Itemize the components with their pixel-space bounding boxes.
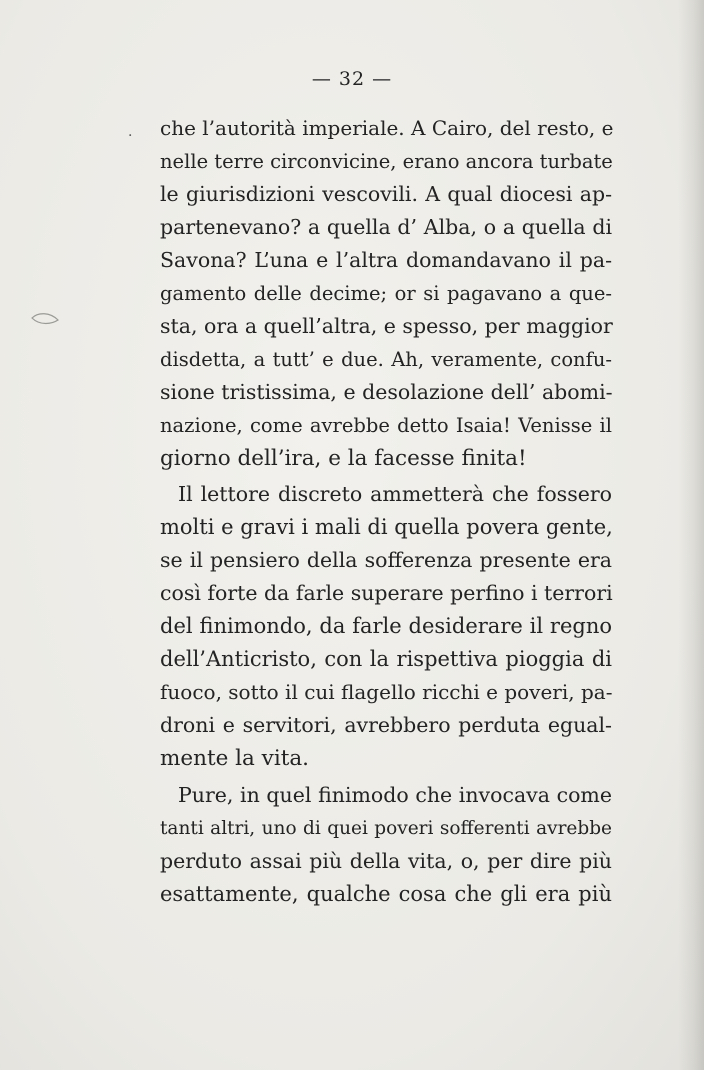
text-line: Il lettore discreto ammetterà che fossero [178,482,612,506]
text-line: che l’autorità imperiale. A Cairo, del resto, e [160,116,614,140]
text-line: dell’Anticristo, con la rispettiva pioggia di [160,647,612,671]
page-edge-shadow [678,0,704,1070]
text-line: Savona? L’una e l’altra domandavano il pa- [160,248,612,272]
text-line: mente la vita. [160,746,309,771]
text-line: partenevano? a quella d’ Alba, o a quella di [160,215,612,239]
text-line: nelle terre circonvicine, erano ancora turbate [160,150,613,173]
text-line: esattamente, qualche cosa che gli era più [160,882,612,906]
text-line: sta, ora a quell’altra, e spesso, per maggior [160,314,613,338]
text-line: giorno dell’ira, e la facesse finita! [160,446,527,471]
text-line: le giurisdizioni vescovili. A qual diocesi ap- [160,182,612,206]
text-line: del finimondo, da farle desiderare il regno [160,614,612,638]
text-line: nazione, come avrebbe detto Isaia! Venisse il [160,414,612,437]
text-line: molti e gravi i mali di quella povera gente, [160,515,613,539]
text-line: disdetta, a tutt’ e due. Ah, veramente, confu- [160,348,612,371]
text-line: gamento delle decime; or si pagavano a que- [160,282,612,305]
text-line: se il pensiero della sofferenza presente era [160,548,612,572]
text-line: Pure, in quel finimodo che invocava come [178,783,612,807]
margin-mark: · [128,128,133,144]
text-line: droni e servitori, avrebbero perduta egual- [160,713,612,737]
text-line: tanti altri, uno di quei poveri sofferenti avrebbe [160,818,612,839]
text-line: sione tristissima, e desolazione dell’ abomi- [160,380,613,404]
page-number: — 32 — [311,68,393,90]
ink-smudge-icon [30,312,60,326]
text-line: così forte da farle superare perfino i terrori [160,581,613,605]
text-line: perduto assai più della vita, o, per dire più [160,849,612,873]
text-line: fuoco, sotto il cui flagello ricchi e poveri, pa- [160,680,613,704]
